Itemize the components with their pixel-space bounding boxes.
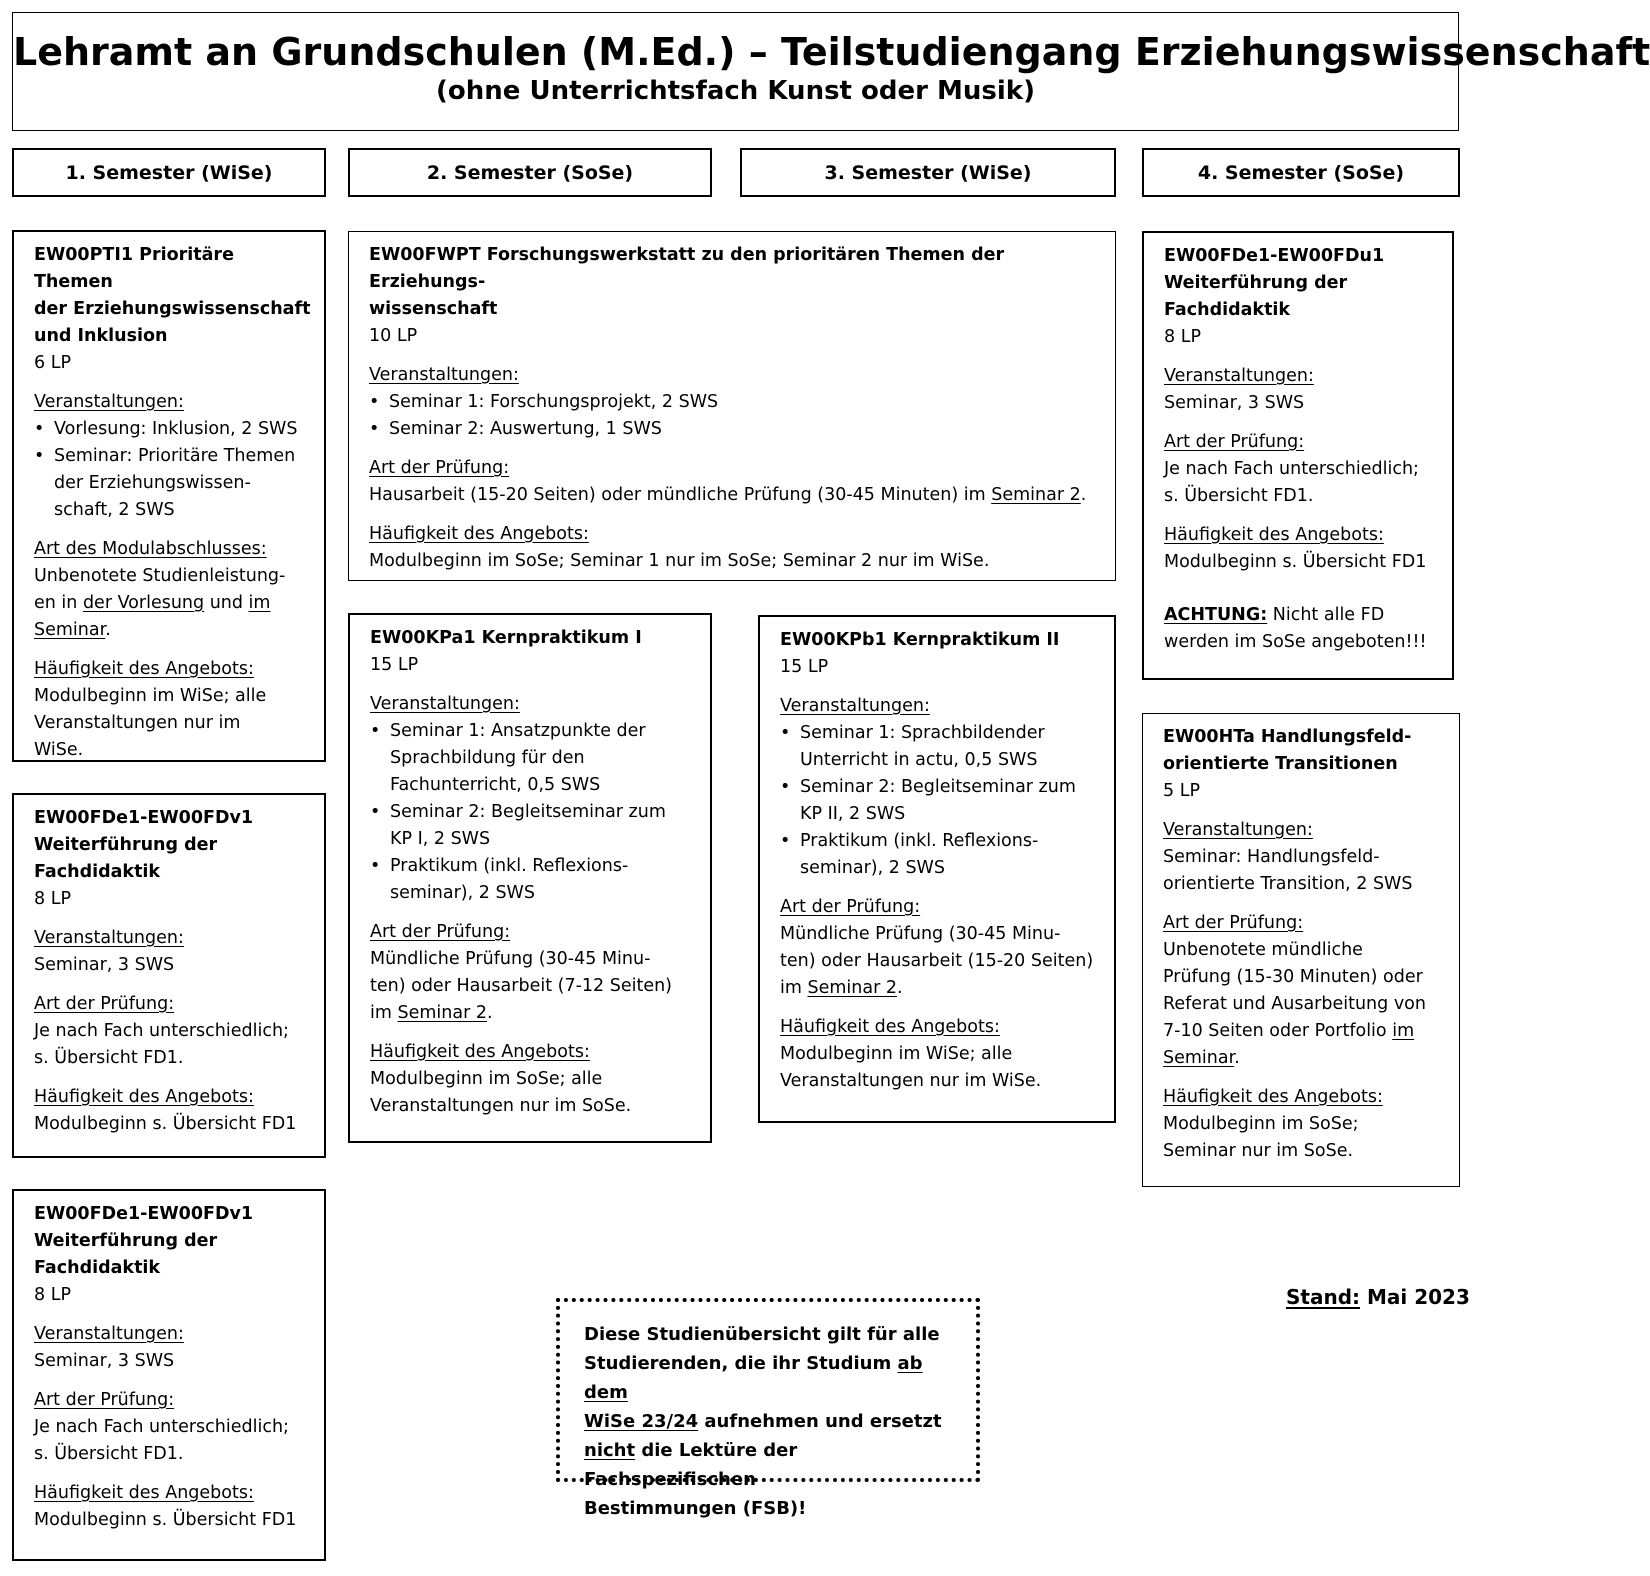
modulabschluss-text: Unbenotete Studienleistung- en in der Vorlesung und im Seminar. <box>34 566 286 640</box>
label-pruefung: Art der Prüfung: <box>369 458 510 478</box>
label-haeufigkeit: Häufigkeit des Angebots: <box>369 524 589 544</box>
title-box <box>12 12 1650 131</box>
module-pti1 <box>12 230 326 762</box>
label-pruefung: Art der Prüfung: <box>780 897 921 917</box>
pruefung-text: Unbenotete mündliche Prüfung (15-30 Minuten) oder Referat und Ausarbeitung von 7-10 Seiten oder Portfolio im Seminar. <box>1163 940 1426 1068</box>
veranstaltung-text: Seminar, 3 SWS <box>34 1351 175 1371</box>
list-item: • Seminar 1: Sprachbildender Unterricht in actu, 0,5 SWS <box>800 720 1102 774</box>
label-veranstaltungen: Veranstaltungen: <box>1163 820 1313 840</box>
module-fd-2 <box>12 1189 326 1561</box>
list-item: • Seminar 2: Begleitseminar zum KP II, 2 SWS <box>800 774 1102 828</box>
haeufigkeit-text: Modulbeginn im SoSe; alle Veranstaltungen nur im SoSe. <box>370 1069 632 1116</box>
pruefung-text: Je nach Fach unterschiedlich; s. Übersicht FD1. <box>34 1021 289 1068</box>
module-title: EW00KPa1 Kernpraktikum I <box>370 628 642 648</box>
haeufigkeit-text: Modulbeginn s. Übersicht FD1 <box>34 1114 297 1134</box>
module-fdu1 <box>1142 231 1454 680</box>
course-list <box>370 718 698 907</box>
course-list <box>369 389 1103 443</box>
module-lp: 5 LP <box>1163 781 1200 801</box>
label-veranstaltungen: Veranstaltungen: <box>34 1324 184 1344</box>
haeufigkeit-text: Modulbeginn im WiSe; alle Veranstaltungen nur im WiSe. <box>780 1044 1042 1091</box>
module-title: EW00FDe1-EW00FDv1 Weiterführung der Fachdidaktik <box>34 1204 254 1278</box>
label-veranstaltungen: Veranstaltungen: <box>780 696 930 716</box>
course-list <box>34 416 312 524</box>
achtung-note: ACHTUNG: Nicht alle FD werden im SoSe angeboten!!! <box>1164 605 1427 652</box>
module-lp: 15 LP <box>780 657 829 677</box>
semester-header-1: 1. Semester (WiSe) <box>12 148 326 197</box>
pruefung-text: Je nach Fach unterschiedlich; s. Übersicht FD1. <box>34 1417 289 1464</box>
list-item: • Praktikum (inkl. Reflexions- seminar), 2 SWS <box>800 828 1102 882</box>
pruefung-text: Mündliche Prüfung (30-45 Minu- ten) oder Hausarbeit (7-12 Seiten) im Seminar 2. <box>370 949 673 1023</box>
haeufigkeit-text: Modulbeginn s. Übersicht FD1 <box>34 1510 297 1530</box>
label-haeufigkeit: Häufigkeit des Angebots: <box>34 1087 254 1107</box>
list-item: • Seminar 1: Forschungsprojekt, 2 SWS <box>389 389 1103 416</box>
label-haeufigkeit: Häufigkeit des Angebots: <box>780 1017 1000 1037</box>
label-haeufigkeit: Häufigkeit des Angebots: <box>1164 525 1384 545</box>
list-item: • Seminar: Prioritäre Themen der Erziehungswissen- schaft, 2 SWS <box>54 443 312 524</box>
haeufigkeit-text: Modulbeginn s. Übersicht FD1 <box>1164 552 1427 572</box>
list-item: • Vorlesung: Inklusion, 2 SWS <box>54 416 312 443</box>
label-veranstaltungen: Veranstaltungen: <box>1164 366 1314 386</box>
label-haeufigkeit: Häufigkeit des Angebots: <box>1163 1087 1383 1107</box>
label-veranstaltungen: Veranstaltungen: <box>370 694 520 714</box>
module-title: EW00KPb1 Kernpraktikum II <box>780 630 1060 650</box>
pruefung-text: Mündliche Prüfung (30-45 Minu- ten) oder Hausarbeit (15-20 Seiten) im Seminar 2. <box>780 924 1094 998</box>
module-title: EW00PTI1 Prioritäre Themen der Erziehungswissenschaft und Inklusion <box>34 245 311 346</box>
veranstaltung-text: Seminar: Handlungsfeld- orientierte Transition, 2 SWS <box>1163 847 1413 894</box>
module-lp: 15 LP <box>370 655 419 675</box>
module-lp: 8 LP <box>34 889 71 909</box>
list-item: • Seminar 2: Begleitseminar zum KP I, 2 SWS <box>390 799 698 853</box>
haeufigkeit-text: Modulbeginn im SoSe; Seminar nur im SoSe. <box>1163 1114 1359 1161</box>
pruefung-text: Hausarbeit (15-20 Seiten) oder mündliche Prüfung (30-45 Minuten) im Seminar 2. <box>369 485 1087 505</box>
veranstaltung-text: Seminar, 3 SWS <box>1164 393 1305 413</box>
label-pruefung: Art der Prüfung: <box>370 922 511 942</box>
module-fd-1 <box>12 793 326 1158</box>
semester-header-2: 2. Semester (SoSe) <box>348 148 712 197</box>
label-haeufigkeit: Häufigkeit des Angebots: <box>34 1483 254 1503</box>
module-lp: 8 LP <box>1164 327 1201 347</box>
module-lp: 10 LP <box>369 326 418 346</box>
label-haeufigkeit: Häufigkeit des Angebots: <box>370 1042 590 1062</box>
module-title: EW00FDe1-EW00FDv1 Weiterführung der Fachdidaktik <box>34 808 254 882</box>
course-list <box>780 720 1102 882</box>
module-hta <box>1142 713 1460 1187</box>
haeufigkeit-text: Modulbeginn im WiSe; alle Veranstaltungen nur im WiSe. <box>34 686 267 760</box>
list-item: • Seminar 2: Auswertung, 1 SWS <box>389 416 1103 443</box>
semester-header-4: 4. Semester (SoSe) <box>1142 148 1460 197</box>
veranstaltung-text: Seminar, 3 SWS <box>34 955 175 975</box>
module-lp: 8 LP <box>34 1285 71 1305</box>
label-pruefung: Art der Prüfung: <box>34 994 175 1014</box>
label-modulabschluss: Art des Modulabschlusses: <box>34 539 267 559</box>
module-fwpt <box>348 231 1116 581</box>
haeufigkeit-text: Modulbeginn im SoSe; Seminar 1 nur im SoSe; Seminar 2 nur im WiSe. <box>369 551 990 571</box>
list-item: • Seminar 1: Ansatzpunkte der Sprachbildung für den Fachunterricht, 0,5 SWS <box>390 718 698 799</box>
label-pruefung: Art der Prüfung: <box>1163 913 1304 933</box>
label-veranstaltungen: Veranstaltungen: <box>34 928 184 948</box>
notice-box: Diese Studienübersicht gilt für alle Studierenden, die ihr Studium ab dem WiSe 23/24 aufnehmen und ersetzt nicht die Lektüre der Fachspezifischen Bestimmungen (FSB)! <box>556 1298 980 1482</box>
page-subtitle: (ohne Unterrichtsfach Kunst oder Musik) <box>436 76 1035 106</box>
module-lp: 6 LP <box>34 353 71 373</box>
module-kpa1 <box>348 613 712 1143</box>
label-pruefung: Art der Prüfung: <box>1164 432 1305 452</box>
stand-date: Stand: Mai 2023 <box>1286 1285 1470 1309</box>
label-haeufigkeit: Häufigkeit des Angebots: <box>34 659 254 679</box>
list-item: • Praktikum (inkl. Reflexions- seminar), 2 SWS <box>390 853 698 907</box>
module-title: EW00FWPT Forschungswerkstatt zu den prioritären Themen der Erziehungs- wissenschaft <box>369 245 1005 319</box>
module-title: EW00FDe1-EW00FDu1 Weiterführung der Fachdidaktik <box>1164 246 1385 320</box>
pruefung-text: Je nach Fach unterschiedlich; s. Übersicht FD1. <box>1164 459 1419 506</box>
module-title: EW00HTa Handlungsfeld- orientierte Transitionen <box>1163 727 1412 774</box>
label-pruefung: Art der Prüfung: <box>34 1390 175 1410</box>
module-kpb1 <box>758 615 1116 1123</box>
semester-header-3: 3. Semester (WiSe) <box>740 148 1116 197</box>
page-title: Lehramt an Grundschulen (M.Ed.) – Teilstudiengang Erziehungswissenschaft <box>13 30 1650 74</box>
label-veranstaltungen: Veranstaltungen: <box>34 392 184 412</box>
label-veranstaltungen: Veranstaltungen: <box>369 365 519 385</box>
